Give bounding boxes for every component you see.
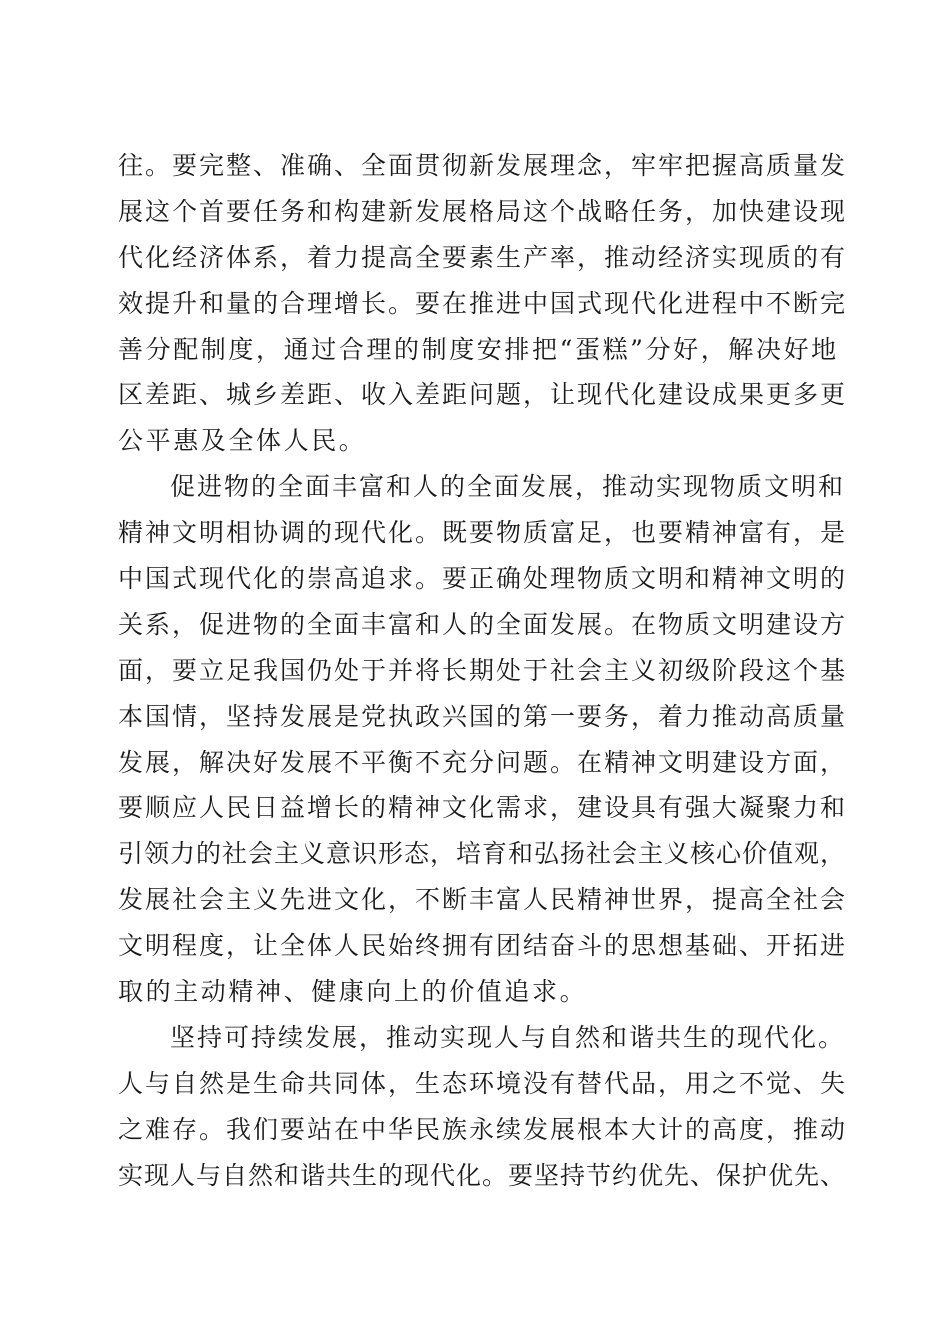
- text-line: 文明程度，让全体人民始终拥有团结奋斗的思想基础、开拓进: [118, 931, 848, 961]
- text-line: 区差距、城乡差距、收入差距问题，让现代化建设成果更多更: [118, 380, 848, 410]
- text-line: 发展社会主义先进文化，不断丰富人民精神世界，提高全社会: [118, 885, 848, 915]
- text-line: 中国式现代化的崇高追求。要正确处理物质文明和精神文明的: [118, 564, 848, 594]
- text-line: 本国情，坚持发展是党执政兴国的第一要务，着力推动高质量: [118, 701, 848, 731]
- text-line: 要顺应人民日益增长的精神文化需求，建设具有强大凝聚力和: [118, 793, 848, 823]
- text-line: 效提升和量的合理增长。要在推进中国式现代化进程中不断完: [118, 288, 848, 318]
- text-line: 展这个首要任务和构建新发展格局这个战略任务，加快建设现: [118, 196, 848, 226]
- text-line: 发展，解决好发展不平衡不充分问题。在精神文明建设方面，: [118, 747, 848, 777]
- text-line: 取的主动精神、健康向上的价值追求。: [118, 977, 588, 1007]
- text-line: 精神文明相协调的现代化。既要物质富足，也要精神富有，是: [118, 518, 848, 548]
- text-line: 往。要完整、准确、全面贯彻新发展理念，牢牢把握高质量发: [118, 151, 848, 180]
- text-line: 善分配制度，通过合理的制度安排把“蛋糕”分好，解决好地: [118, 334, 839, 364]
- text-line: 实现人与自然和谐共生的现代化。要坚持节约优先、保护优先、: [118, 1160, 847, 1190]
- text-line: 面，要立足我国仍处于并将长期处于社会主义初级阶段这个基: [118, 655, 848, 685]
- text-line: 人与自然是生命共同体，生态环境没有替代品，用之不觉、失: [118, 1068, 848, 1098]
- text-line: 代化经济体系，着力提高全要素生产率，推动经济实现质的有: [118, 242, 848, 272]
- body-text: [118, 143, 848, 1198]
- paragraph-first-line: 坚持可持续发展，推动实现人与自然和谐共生的现代化。: [170, 1022, 846, 1052]
- text-line: 关系，促进物的全面丰富和人的全面发展。在物质文明建设方: [118, 609, 848, 639]
- text-line: 公平惠及全体人民。: [118, 426, 367, 456]
- text-line: 之难存。我们要站在中华民族永续发展根本大计的高度，推动: [118, 1114, 848, 1144]
- text-line: 引领力的社会主义意识形态，培育和弘扬社会主义核心价值观，: [118, 839, 847, 869]
- paragraph-first-line: 促进物的全面丰富和人的全面发展，推动实现物质文明和: [170, 472, 846, 502]
